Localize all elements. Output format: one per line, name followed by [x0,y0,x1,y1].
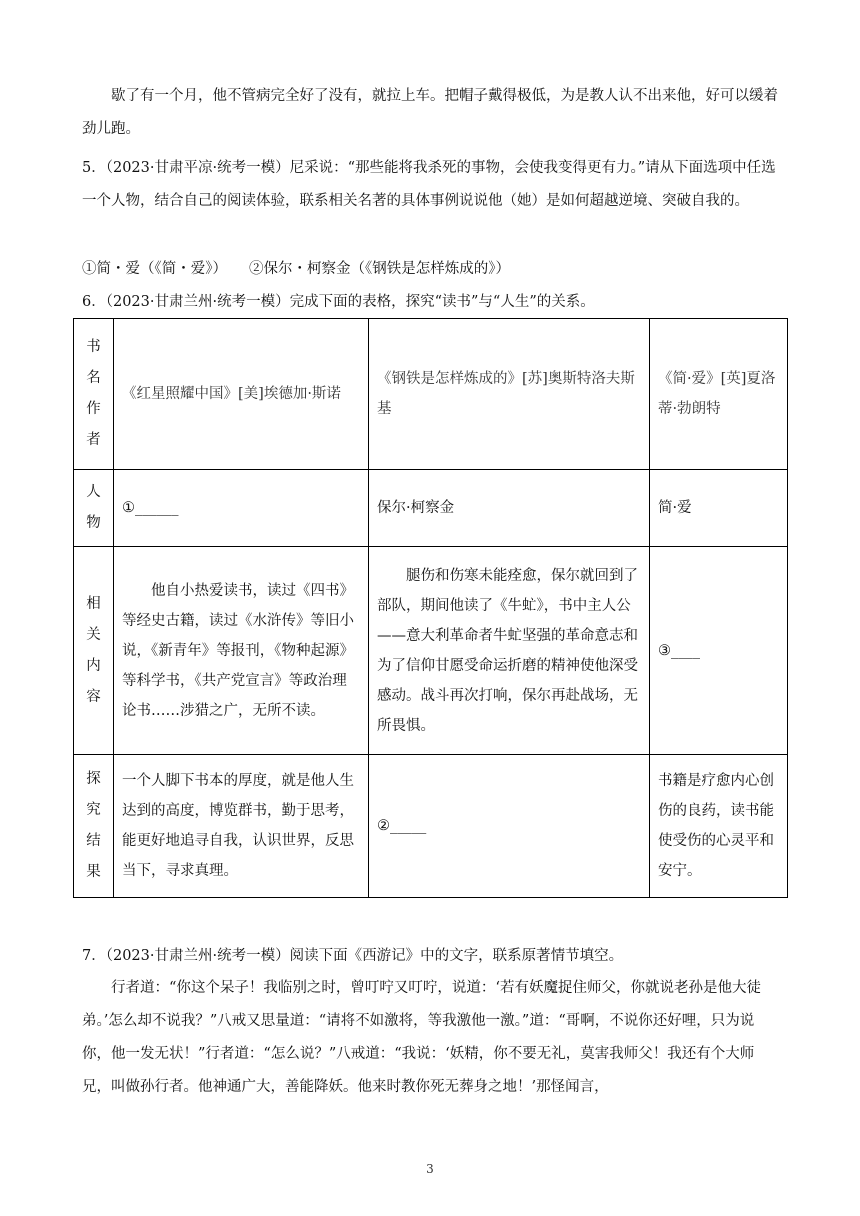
table-cell: 《钢铁是怎样炼成的》[苏]奥斯特洛夫斯基 [369,319,650,470]
table-row [74,319,788,470]
question-6: 6．（2023·甘肃兰州·统考一模）完成下面的表格，探究“读书”与“人生”的关系。 [82,294,595,310]
q4-passage-tail: 歇了有一个月，他不管病完全好了没有，就拉上车。把帽子戴得极低，为是教人认不出来他，好可以缓着劲儿跑。 [82,88,778,137]
table-cell: 书籍是疗愈内心创伤的良药，读书能使受伤的心灵平和安宁。 [650,755,788,898]
table-cell: 他自小热爱读书，读过《四书》等经史古籍，读过《水浒传》等旧小说，《新青年》等报刊，《物种起源》等科学书，《共产党宣言》等政治理论书……涉猎之广，无所不读。 [114,547,369,755]
question-5: 5．（2023·甘肃平凉·统考一模）尼采说：“那些能将我杀死的事物，会使我变得更有力。”请从下面选项中任选一个人物，结合自己的阅读体验，联系相关名著的具体事例说说他（她）是如何超越逆境、突破自我的。 [82,160,776,209]
blank-1-cell: ①______ [114,470,369,547]
row-header-character: 人 物 [74,470,114,547]
table-cell: 腿伤和伤寒未能痊愈，保尔就回到了部队，期间他读了《牛虻》，书中主人公——意大利革命者牛虻坚强的革命意志和为了信仰甘愿受命运折磨的精神使他深受感动。战斗再次打响，保尔再赴战场，无所畏惧。 [369,547,650,755]
question-7-passage: 行者道：“你这个呆子！我临别之时，曾叮咛又叮咛，说道：‘若有妖魔捉住师父，你就说老孙是他大徒弟。’怎么却不说我？”八戒又思量道：“请将不如激将，等我激他一激。”道：“哥啊，不说你还好哩，只为说你，他一发无状！”行者道：“怎么说？”八戒道：“我说：‘妖精，你不要无礼，莫害我师父！我还有个大师兄，叫做孙行者。他神通广大，善能降妖。他来时教你死无葬身之地！’那怪闻言， [82,980,762,1095]
row-header-related-content: 相 关 内 容 [74,547,114,755]
page-number: 3 [426,1162,434,1176]
blank-2-cell: ②_____ [369,755,650,898]
table-cell: 一个人脚下书本的厚度，就是他人生达到的高度，博览群书，勤于思考，能更好地追寻自我，认识世界，反思当下，寻求真理。 [114,755,369,898]
row-header-findings: 探 究 结 果 [74,755,114,898]
table-cell: 《红星照耀中国》[美]埃德加·斯诺 [114,319,369,470]
table-cell: 简·爱 [650,470,788,547]
blank-3-cell: ③____ [650,547,788,755]
option-2: ②保尔・柯察金（《钢铁是怎样炼成的》） [249,261,510,277]
table-cell: 《简·爱》[英]夏洛蒂·勃朗特 [650,319,788,470]
option-1: ①简・爱（《简・爱》） [82,261,227,277]
row-header-book-author: 书 名 作 者 [74,319,114,470]
question-7: 7．（2023·甘肃兰州·统考一模）阅读下面《西游记》中的文字，联系原著情节填空。 [82,948,624,964]
question-5-options [82,253,782,286]
table-row [74,547,788,755]
table-row [74,470,788,547]
reading-life-table [73,318,788,898]
table-row [74,755,788,898]
table-cell: 保尔·柯察金 [369,470,650,547]
